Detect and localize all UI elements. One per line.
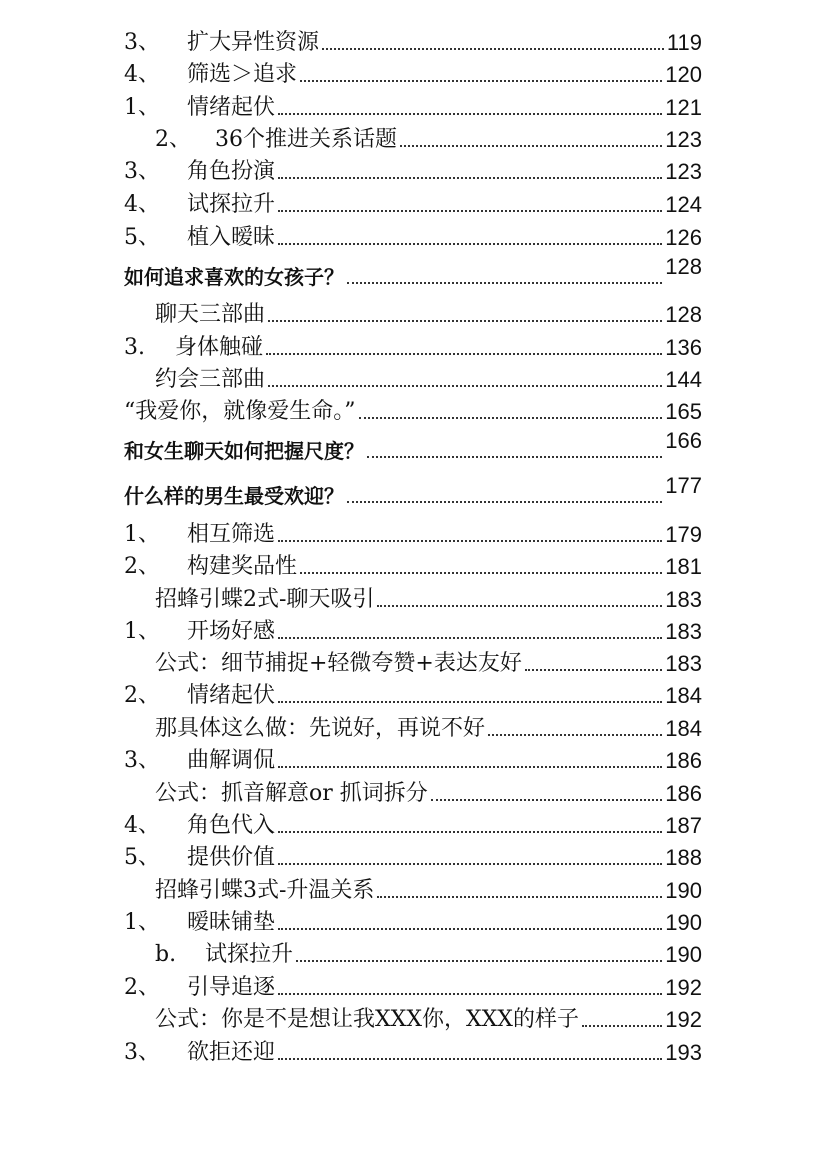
dot-leader	[268, 320, 662, 322]
toc-entry-title: 提供价值	[187, 845, 276, 870]
toc-entry[interactable]	[0, 399, 702, 425]
toc-entry-number: 2、	[155, 127, 191, 152]
toc-entry[interactable]	[0, 367, 702, 393]
dot-leader	[582, 1025, 662, 1027]
dot-leader	[300, 572, 662, 574]
toc-entry[interactable]	[0, 192, 702, 218]
toc-entry[interactable]	[0, 651, 702, 677]
toc-entry[interactable]	[0, 813, 702, 839]
toc-entry-title: 暧昧铺垫	[187, 910, 276, 935]
dot-leader	[367, 456, 662, 458]
toc-entry[interactable]	[0, 975, 702, 1001]
dot-leader	[359, 417, 663, 419]
toc-entry-number: 3、	[124, 30, 160, 55]
toc-entry-page: 166	[665, 428, 702, 453]
toc-entry[interactable]	[0, 781, 702, 807]
toc-entry[interactable]	[0, 335, 702, 361]
toc-entry-page: 128	[665, 302, 702, 327]
toc-entry-number: 4、	[124, 192, 160, 217]
toc-entry-page: 165	[665, 399, 702, 424]
dot-leader	[278, 863, 662, 865]
dot-leader	[377, 605, 662, 607]
toc-entry-title: 如何追求喜欢的女孩子？	[124, 265, 344, 289]
toc-chapter-heading[interactable]	[0, 428, 702, 464]
toc-entry-title: 招蜂引蝶2式-聊天吸引	[155, 587, 375, 612]
toc-entry-page: 183	[665, 619, 702, 644]
toc-entry-title: 和女生聊天如何把握尺度？	[124, 439, 364, 463]
toc-entry-page: 124	[665, 192, 702, 217]
toc-entry-page: 186	[665, 748, 702, 773]
toc-entry-number: 5、	[124, 225, 160, 250]
toc-entry-page: 190	[665, 942, 702, 967]
toc-entry-page: 190	[665, 878, 702, 903]
toc-entry-title: 招蜂引蝶3式-升温关系	[155, 878, 375, 903]
toc-entry-title: 聊天三部曲	[155, 302, 266, 327]
toc-entry[interactable]	[0, 127, 702, 153]
toc-entry-title: 欲拒还迎	[187, 1040, 276, 1065]
toc-entry-number: 3.	[124, 335, 145, 360]
toc-entry-page: 184	[665, 683, 702, 708]
dot-leader	[278, 210, 662, 212]
dot-leader	[266, 353, 662, 355]
toc-entry-number: 1、	[124, 522, 160, 547]
toc-entry-page: 190	[665, 910, 702, 935]
toc-entry-title: 试探拉升	[187, 192, 276, 217]
toc-entry-number: 5、	[124, 845, 160, 870]
toc-entry-title: 植入暧昧	[187, 225, 276, 250]
toc-entry[interactable]	[0, 159, 702, 185]
toc-entry-page: 121	[665, 95, 702, 120]
toc-chapter-heading[interactable]	[0, 254, 702, 290]
dot-leader	[525, 669, 662, 671]
toc-entry[interactable]	[0, 845, 702, 871]
toc-entry-page: 120	[665, 62, 702, 87]
toc-entry-number: 1、	[124, 910, 160, 935]
toc-entry-title: 试探拉升	[205, 942, 294, 967]
toc-entry-title: 公式：你是不是想让我XXX你，XXX的样子	[155, 1007, 579, 1032]
toc-entry-title: 36个推进关系话题	[215, 127, 397, 152]
toc-entry-title: 那具体这么做：先说好，再说不好	[155, 716, 486, 741]
dot-leader	[278, 1058, 662, 1060]
toc-entry-title: 公式：抓音解意or 抓词拆分	[155, 781, 428, 806]
toc-entry-number: b.	[155, 942, 177, 967]
toc-entry-page: 119	[666, 30, 702, 55]
toc-entry-title: 情绪起伏	[187, 95, 276, 120]
toc-entry-number: 4、	[124, 813, 160, 838]
toc-entry-page: 179	[665, 522, 702, 547]
toc-entry-page: 192	[665, 975, 702, 1000]
toc-entry-title: 筛选＞追求	[187, 62, 298, 87]
toc-entry-title: “我爱你，就像爱生命。”	[124, 399, 356, 424]
toc-entry-page: 123	[665, 159, 702, 184]
toc-entry[interactable]	[0, 683, 702, 709]
toc-entry[interactable]	[0, 878, 702, 904]
dot-leader	[278, 540, 662, 542]
toc-entry[interactable]	[0, 748, 702, 774]
toc-entry-title: 身体触碰	[175, 335, 264, 360]
toc-entry-number: 4、	[124, 62, 160, 87]
toc-entry-title: 约会三部曲	[155, 367, 266, 392]
toc-entry-page: 144	[665, 367, 702, 392]
toc-entry[interactable]	[0, 619, 702, 645]
toc-entry-page: 126	[665, 225, 702, 250]
toc-entry-title: 公式：细节捕捉+轻微夸赞+表达友好	[155, 651, 522, 676]
toc-entry-number: 2、	[124, 683, 160, 708]
toc-chapter-heading[interactable]	[0, 473, 702, 509]
toc-entry[interactable]	[0, 554, 702, 580]
toc-entry[interactable]	[0, 302, 702, 328]
toc-entry-page: 188	[665, 845, 702, 870]
toc-entry-page: 192	[665, 1007, 702, 1032]
dot-leader	[296, 960, 662, 962]
toc-entry[interactable]	[0, 910, 702, 936]
dot-leader	[278, 993, 662, 995]
dot-leader	[278, 928, 662, 930]
toc-entry[interactable]	[0, 1040, 702, 1066]
toc-entry-title: 构建奖品性	[187, 554, 298, 579]
toc-entry-page: 187	[665, 813, 702, 838]
dot-leader	[268, 385, 662, 387]
dot-leader	[278, 177, 662, 179]
toc-entry[interactable]	[0, 1007, 702, 1033]
dot-leader	[400, 145, 662, 147]
dot-leader	[347, 282, 662, 284]
toc-entry-title: 曲解调侃	[187, 748, 276, 773]
toc-entry-title: 什么样的男生最受欢迎？	[124, 484, 344, 508]
toc-entry-page: 181	[665, 554, 702, 579]
toc-entry-title: 情绪起伏	[187, 683, 276, 708]
toc-entry[interactable]	[0, 716, 702, 742]
toc-entry-number: 2、	[124, 554, 160, 579]
toc-entry-title: 角色扮演	[187, 159, 276, 184]
dot-leader	[322, 48, 664, 50]
toc-entry-number: 3、	[124, 1040, 160, 1065]
dot-leader	[278, 766, 662, 768]
toc-entry-number: 3、	[124, 748, 160, 773]
dot-leader	[347, 501, 662, 503]
dot-leader	[300, 80, 662, 82]
toc-entry[interactable]	[0, 95, 702, 121]
toc-entry[interactable]	[0, 942, 702, 968]
dot-leader	[278, 243, 662, 245]
toc-entry-page: 128	[665, 254, 702, 279]
toc-entry[interactable]	[0, 587, 702, 613]
toc-entry-title: 开场好感	[187, 619, 276, 644]
dot-leader	[278, 831, 662, 833]
toc-entry[interactable]	[0, 522, 702, 548]
toc-entry-page: 183	[665, 651, 702, 676]
toc-entry-number: 2、	[124, 975, 160, 1000]
toc-entry[interactable]	[0, 30, 702, 56]
toc-entry-page: 186	[665, 781, 702, 806]
dot-leader	[278, 701, 662, 703]
toc-entry[interactable]	[0, 62, 702, 88]
toc-entry-number: 1、	[124, 95, 160, 120]
toc-entry-title: 扩大异性资源	[187, 30, 320, 55]
toc-entry-page: 183	[665, 587, 702, 612]
toc-entry-page: 123	[665, 127, 702, 152]
toc-entry-title: 角色代入	[187, 813, 276, 838]
toc-entry-page: 193	[665, 1040, 702, 1065]
toc-entry[interactable]	[0, 225, 702, 251]
dot-leader	[278, 113, 662, 115]
toc-entry-page: 184	[665, 716, 702, 741]
toc-entry-page: 177	[665, 473, 702, 498]
toc-entry-number: 1、	[124, 619, 160, 644]
toc-entry-number: 3、	[124, 159, 160, 184]
dot-leader	[488, 734, 662, 736]
dot-leader	[431, 799, 663, 801]
dot-leader	[278, 637, 662, 639]
dot-leader	[377, 896, 662, 898]
toc-entry-title: 相互筛选	[187, 522, 276, 547]
toc-entry-title: 引导追逐	[187, 975, 276, 1000]
toc-entry-page: 136	[665, 335, 702, 360]
